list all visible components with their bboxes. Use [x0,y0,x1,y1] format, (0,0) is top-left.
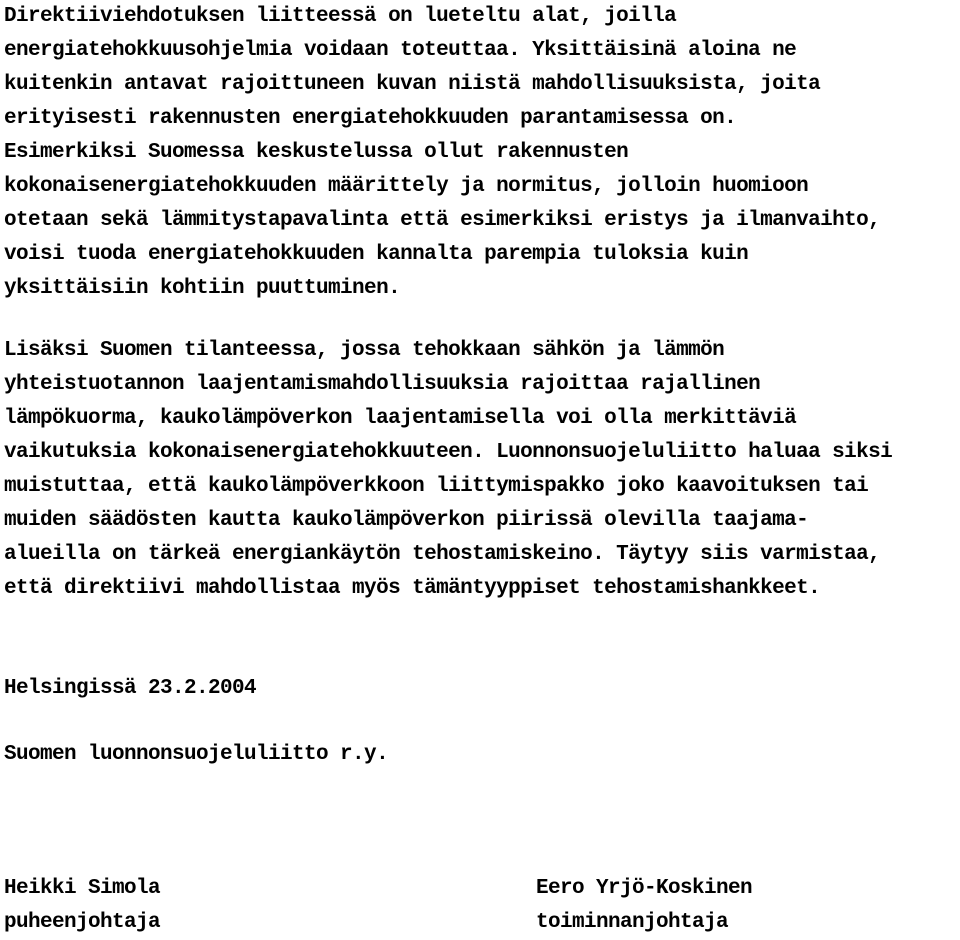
place-date-text: Helsingissä 23.2.2004 [4,677,257,700]
text-line: Direktiiviehdotuksen liitteessä on lueteltu alat, joilla [4,5,677,28]
text-line: lämpökuorma, kaukolämpöverkon laajentamisella voi olla merkittäviä [4,407,797,430]
organization-text: Suomen luonnonsuojeluliitto r.y. [4,743,389,766]
signatory-name: Eero Yrjö-Koskinen [536,877,753,900]
place-and-date [4,672,256,706]
text-line: erityisesti rakennusten energiatehokkuuden parantamisessa on. [4,107,737,130]
text-line: vaikutuksia kokonaisenergiatehokkuuteen. Luonnonsuojeluliitto haluaa siksi [4,441,893,464]
text-line: alueilla on tärkeä energiankäytön tehostamiskeino. Täytyy siis varmistaa, [4,543,881,566]
signature-block-director [536,872,752,940]
text-line: Lisäksi Suomen tilanteessa, jossa tehokkaan sähkön ja lämmön [4,339,725,362]
text-line: yksittäisiin kohtiin puuttuminen. [4,277,401,300]
text-line: muistuttaa, että kaukolämpöverkkoon liittymispakko joko kaavoituksen tai [4,475,869,498]
paragraph-directive-annex [4,0,880,306]
text-line: kuitenkin antavat rajoittuneen kuvan niistä mahdollisuuksista, joita [4,73,821,96]
signatory-title: puheenjohtaja [4,911,161,934]
paragraph-district-heating [4,334,892,606]
text-line: muiden säädösten kautta kaukolämpöverkon piirissä olevilla taajama- [4,509,809,532]
text-line: otetaan sekä lämmitystapavalinta että esimerkiksi eristys ja ilmanvaihto, [4,209,881,232]
signatory-name: Heikki Simola [4,877,161,900]
text-line: voisi tuoda energiatehokkuuden kannalta parempia tuloksia kuin [4,243,749,266]
text-line: yhteistuotannon laajentamismahdollisuuksia rajoittaa rajallinen [4,373,761,396]
signature-block-chair [4,872,160,940]
text-line: Esimerkiksi Suomessa keskustelussa ollut rakennusten [4,141,629,164]
text-line: että direktiivi mahdollistaa myös tämäntyyppiset tehostamishankkeet. [4,577,821,600]
text-line: energiatehokkuusohjelmia voidaan toteuttaa. Yksittäisinä aloina ne [4,39,797,62]
signatory-title: toiminnanjohtaja [536,911,729,934]
text-line: kokonaisenergiatehokkuuden määrittely ja normitus, jolloin huomioon [4,175,809,198]
organization-name [4,738,388,772]
